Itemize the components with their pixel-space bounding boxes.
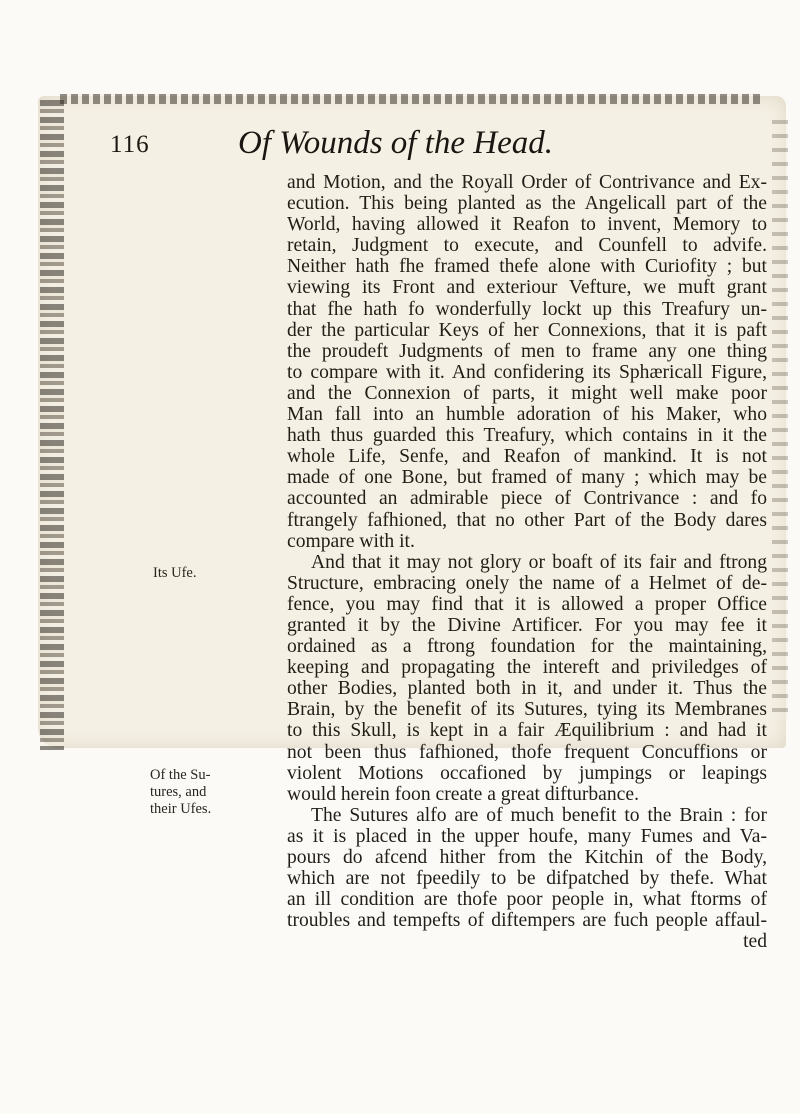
text-line: which are not fpeedily to be difpatched by thefe. What <box>287 868 767 890</box>
margin-note-sutures <box>150 767 211 818</box>
margin-note-its-use: Its Ufe. <box>153 565 197 581</box>
text-line: accounted an admirable piece of Contrivance : and fo <box>287 488 767 510</box>
text-line: would herein foon create a great difturbance. <box>287 783 639 805</box>
text-line: viewing its Front and exteriour Vefture, we muft grant <box>287 277 767 299</box>
body-text <box>287 172 767 952</box>
text-line: Neither hath fhe framed thefe alone with Curiofity ; but <box>287 256 767 278</box>
text-line: other Bodies, planted both in it, and under it. Thus the <box>287 678 767 700</box>
text-line: as it is placed in the upper houfe, many Fumes and Va- <box>287 825 767 847</box>
text-line: troubles and tempefts of diftempers are fuch people affaul- <box>287 910 767 932</box>
text-line: violent Motions occafioned by jumpings or leapings <box>287 762 767 784</box>
text-line: And that it may not glory or boaft of its fair and ftrong <box>311 551 767 573</box>
text-line: keeping and propagating the intereft and priviledges of <box>287 657 767 679</box>
text-line: and the Connexion of parts, it might well make poor <box>287 382 767 404</box>
text-line: Man fall into an humble adoration of his Maker, who <box>287 404 767 426</box>
text-line: and Motion, and the Royall Order of Contrivance and Ex- <box>287 172 767 193</box>
text-line: granted it by the Divine Artificer. For you may fee it <box>287 614 767 636</box>
text-line: der the particular Keys of her Connexions, that it is paft <box>287 319 767 341</box>
text-line: retain, Judgment to execute, and Counfell to advife. <box>287 235 767 257</box>
margin-note-line: their Ufes. <box>150 801 212 817</box>
text-line: made of one Bone, but framed of many ; which may be <box>287 467 767 489</box>
text-line: ecution. This being planted as the Angelicall part of the <box>287 193 767 215</box>
page-edge-right <box>772 120 788 720</box>
text-line: an ill condition are thofe poor people in, what ftorms of <box>287 889 767 911</box>
text-line: that fhe hath fo wonderfully lockt up this Treafury un- <box>287 298 767 320</box>
catchword: ted <box>743 931 767 953</box>
text-line: Structure, embracing onely the name of a Helmet of de- <box>287 572 767 594</box>
margin-note-line: Of the Su- <box>150 767 211 783</box>
text-line: hath thus guarded this Treafury, which contains in it the <box>287 425 767 447</box>
text-line: to compare with it. And confidering its Sphæricall Figure, <box>287 361 767 383</box>
text-line: the proudeft Judgments of men to frame any one thing <box>287 340 767 362</box>
text-line: ordained as a ftrong foundation for the maintaining, <box>287 636 767 658</box>
text-line: fence, you may find that it is allowed a proper Office <box>287 593 767 615</box>
text-line: pours do afcend hither from the Kitchin of the Body, <box>287 847 767 868</box>
text-line: not been thus fafhioned, thofe frequent Concuffions or <box>287 741 767 763</box>
margin-note-line: tures, and <box>150 784 207 800</box>
page-edge-top <box>60 94 760 104</box>
text-line: whole Life, Senfe, and Reafon of mankind. It is not <box>287 446 767 468</box>
text-line: ftrangely fafhioned, that no other Part of the Body dares <box>287 509 767 531</box>
page-edge-left <box>40 100 64 750</box>
text-line: The Sutures alfo are of much benefit to the Brain : for <box>311 804 767 826</box>
text-line: World, having allowed it Reafon to invent, Memory to <box>287 214 767 236</box>
page-header <box>110 125 730 165</box>
text-line: to this Skull, is kept in a fair Æquilibrium : and had it <box>287 720 767 742</box>
running-title: Of Wounds of the Head. <box>238 125 554 161</box>
text-line: Brain, by the benefit of its Sutures, tying its Membranes <box>287 699 767 721</box>
page-number: 116 <box>110 131 150 158</box>
text-line: compare with it. <box>287 530 415 552</box>
